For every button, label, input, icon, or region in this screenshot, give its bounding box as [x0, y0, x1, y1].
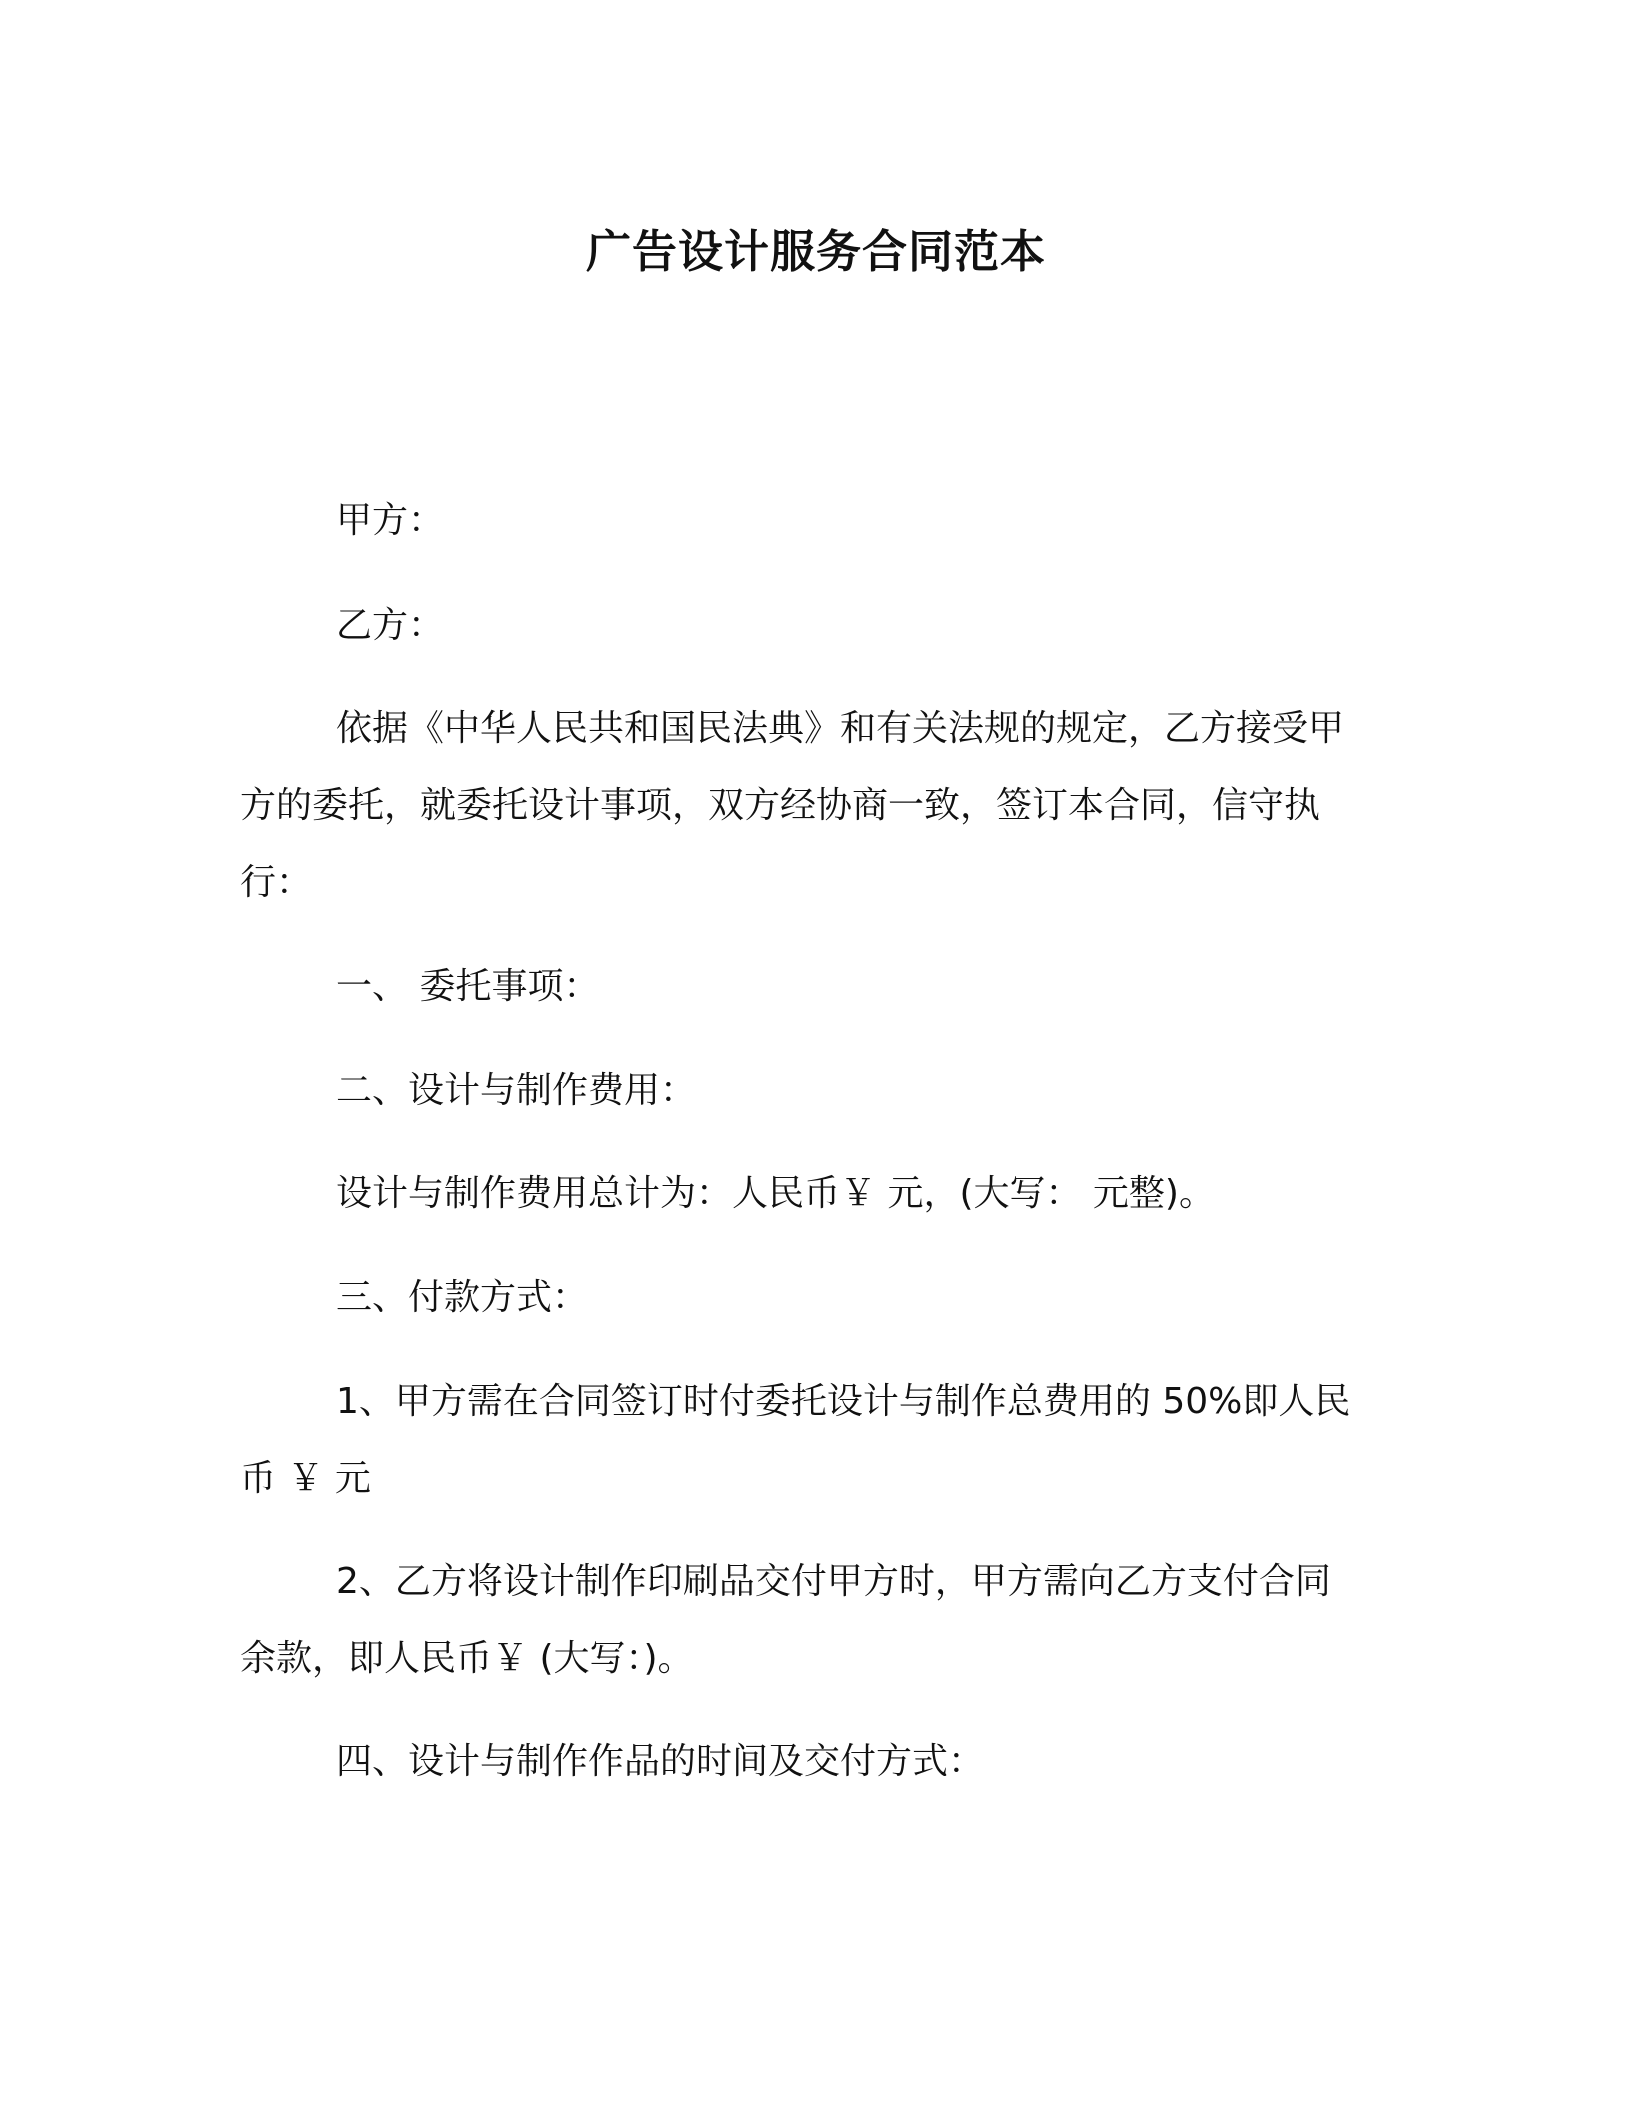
- document-title: 广告设计服务合同范本: [585, 225, 1046, 278]
- intro-line-3: 行：: [240, 862, 313, 903]
- section-heading-2: 二、设计与制作费用：: [336, 1070, 697, 1111]
- intro-paragraph: [240, 690, 1390, 921]
- intro-line-2: 方的委托，就委托设计事项，双方经协商一致，签订本合同，信守执: [240, 785, 1321, 826]
- payment-clause-2-line-2: 余款，即人民币￥ (大写：)。: [240, 1638, 694, 1679]
- section-heading-4: 四、设计与制作作品的时间及交付方式：: [336, 1741, 985, 1782]
- payment-clause-1-line-1: 1、甲方需在合同签订时付委托设计与制作总费用的 50%即人民: [336, 1381, 1351, 1422]
- section-heading-1: 一、 委托事项：: [336, 966, 600, 1007]
- payment-clause-2: [240, 1543, 1390, 1697]
- party-a-label: 甲方：: [336, 500, 445, 541]
- payment-clause-1: [240, 1363, 1390, 1517]
- payment-clause-2-line-1: 2、乙方将设计制作印刷品交付甲方时，甲方需向乙方支付合同: [336, 1561, 1331, 1602]
- payment-clause-1-line-2: 币 ￥ 元: [240, 1458, 371, 1499]
- fee-total-paragraph: 设计与制作费用总计为：人民币￥ 元，(大写： 元整)。: [336, 1173, 1215, 1214]
- section-heading-3: 三、付款方式：: [336, 1277, 589, 1318]
- party-b-label: 乙方：: [336, 605, 445, 646]
- intro-line-1: 依据《中华人民共和国民法典》和有关法规的规定，乙方接受甲: [336, 708, 1345, 749]
